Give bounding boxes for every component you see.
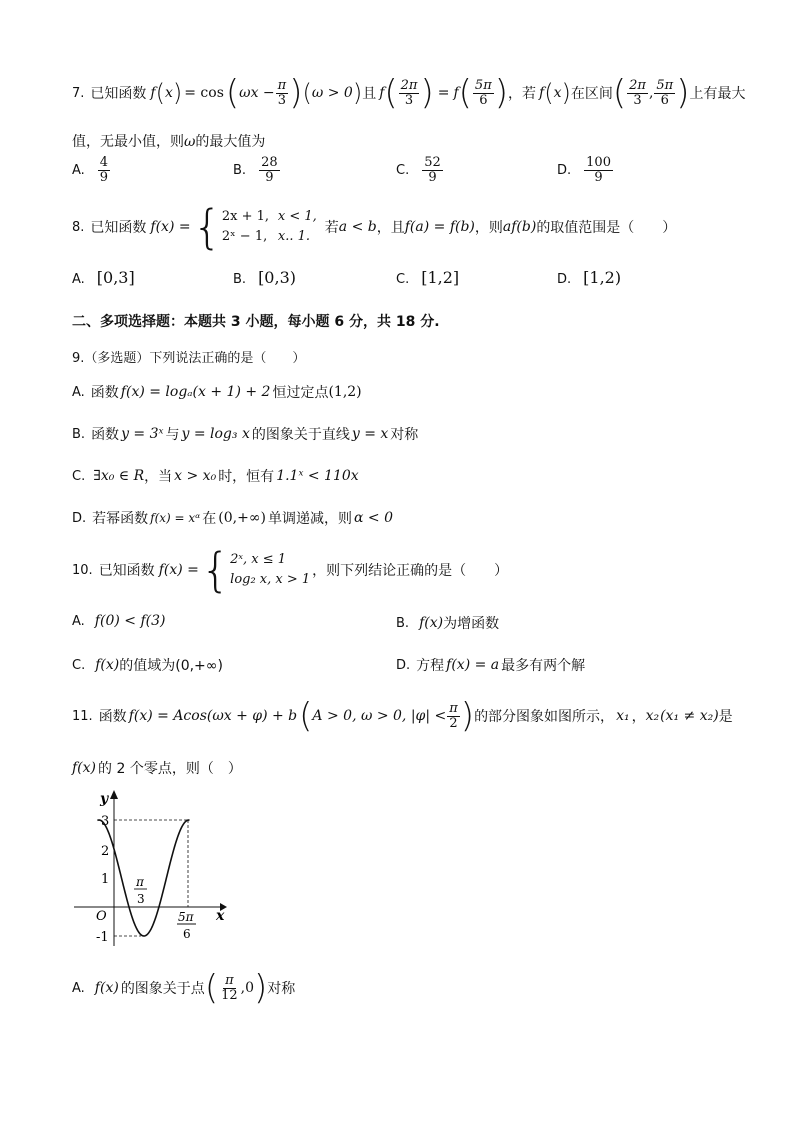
q7-f2: f: [379, 85, 385, 101]
y-tick-2: 2: [101, 844, 110, 859]
function-graph: [70, 786, 250, 956]
q7-end-text: 上有最大: [689, 86, 746, 102]
q7-option-d[interactable]: [557, 156, 614, 184]
q9-option-c[interactable]: [72, 466, 359, 486]
option-math: 1.1ˣ < 110x: [276, 468, 359, 484]
y-axis-arrow: [110, 790, 118, 799]
x-tick-5pi6-num: 5π: [178, 910, 194, 924]
q11-number: 11.: [72, 708, 93, 724]
option-label: C.: [72, 657, 86, 673]
q7-option-a[interactable]: [72, 156, 111, 184]
q9-option-a[interactable]: [72, 382, 362, 402]
option-text: 对称: [267, 981, 296, 997]
q8-f-of-x: f(x) =: [150, 219, 191, 235]
option-math: f(x): [95, 657, 120, 673]
option-math: y = log₃ x: [181, 426, 250, 442]
option-value: [0,3]: [96, 268, 135, 287]
option-text: 的值域为(0,+∞): [119, 658, 223, 674]
y-tick-1: 1: [101, 872, 110, 887]
option-text: 的图象关于点: [120, 981, 205, 997]
section-heading: 二、多项选择题：本题共 3 小题，每小题 6 分，共 18 分.: [72, 314, 440, 330]
x-tick-pi3-den: 3: [137, 892, 145, 906]
q10-option-b[interactable]: [396, 613, 499, 633]
option-text: 恒过定点: [272, 385, 329, 401]
q7-eq-cos: = cos: [184, 85, 224, 101]
option-label: A.: [72, 613, 85, 629]
q7-omega-x: ωx −: [239, 85, 275, 101]
q8-option-b[interactable]: [233, 268, 296, 287]
y-axis-label: y: [100, 791, 109, 807]
y-tick-neg1: -1: [96, 930, 109, 945]
q7-f: f: [150, 85, 156, 101]
q7-lead: 已知函数: [90, 86, 147, 102]
q11-line2-text: 的 2 个零点，则（ ）: [98, 761, 242, 777]
q7-if: ，若: [508, 86, 537, 102]
option-text: 函数: [91, 427, 120, 443]
q8-cond: a < b: [338, 219, 377, 235]
q8-lead: 已知函数: [90, 220, 147, 236]
option-label: D.: [557, 162, 572, 178]
origin-label: O: [96, 909, 107, 924]
option-fraction: $\frac{4}{9}$: [99, 155, 109, 185]
q10-piece1: 2ˣ, x ≤ 1: [230, 551, 287, 567]
q11-x2: x₂: [645, 708, 660, 724]
q11-x1: x₁: [616, 708, 630, 724]
option-label: B.: [396, 615, 410, 631]
q7-x2: x: [553, 85, 562, 101]
option-text: 在: [202, 511, 217, 527]
option-math: ∃x₀ ∈ R: [93, 468, 145, 484]
option-label: A.: [72, 162, 85, 178]
q8-option-a[interactable]: [72, 268, 135, 287]
q8-tail: 的取值范围是（ ）: [536, 220, 677, 236]
q7-interval-text: 在区间: [570, 86, 613, 102]
q7-option-c[interactable]: [396, 156, 444, 184]
q8-option-d[interactable]: [557, 268, 621, 287]
option-label: B.: [72, 426, 86, 442]
option-math: f(x) = a: [446, 657, 500, 673]
option-text: 为增函数: [443, 616, 500, 632]
option-point: (1,2): [328, 384, 362, 400]
q11-tail: 的部分图象如图所示，: [474, 709, 615, 725]
q11-line2: [72, 758, 242, 778]
q7-line1: 7. 已知函数 f ( x ) = cos ( ωx − $\frac{\pi}{3}$ ) ( ω > 0 ) 且 f ( $\frac{2\pi}{3}$ ) = f ( $\frac{5\pi}{6}$ ) ，若 f ( x ) 在区间 ( $\frac{2\pi}{3}$ , $\frac{5\pi}{6}$ ) 上有最大: [72, 73, 746, 113]
option-label: A.: [72, 384, 85, 400]
q8-piecewise: [222, 207, 317, 247]
q10-option-a[interactable]: [72, 613, 165, 629]
option-value: [1,2): [583, 268, 622, 287]
q8-piece1-cond: x < 1,: [277, 208, 317, 224]
q10-number: 10.: [72, 562, 93, 578]
x-tick-5pi6-den: 6: [183, 927, 191, 941]
q7-interval-comma: ,: [648, 85, 654, 101]
option-text: 对称: [390, 427, 419, 443]
q9-option-d[interactable]: [72, 508, 393, 528]
q7-x: x: [164, 85, 173, 101]
q7-omega: ω: [184, 134, 196, 150]
option-label: D.: [72, 510, 87, 526]
q7-5pi-over-6: $\frac{5\pi}{6}$: [474, 77, 492, 108]
q9-stem: 9.（多选题）下列说法正确的是（ ）: [72, 351, 306, 366]
option-text: 单调递减，则: [267, 511, 352, 527]
q11-x2-cond: (x₁ ≠ x₂): [660, 708, 719, 724]
q8-piece1-expr: 2x + 1,: [221, 208, 270, 224]
option-label: D.: [557, 272, 572, 287]
option-math: f(0) < f(3): [94, 613, 166, 629]
q11-cond: A > 0, ω > 0, |φ| <: [312, 708, 447, 724]
q11-line1: 11. 函数 f(x) = Acos(ωx + φ) + b ( A > 0, ω > 0, |φ| < $\frac{\pi}{2}$ ) 的部分图象如图所示， x₁ ， x₂ (x₁ ≠ x₂) 是: [72, 696, 733, 736]
q7-interval-left: $\frac{2\pi}{3}$: [629, 77, 646, 108]
q7-number: 7.: [72, 85, 85, 101]
q8-option-c[interactable]: [396, 268, 459, 287]
q8-eq: f(a) = f(b): [404, 219, 475, 235]
option-math: (0,+∞): [218, 510, 266, 526]
q7-pi-over-3: $\frac{\pi}{3}$: [277, 77, 287, 108]
q9-option-b[interactable]: [72, 424, 418, 444]
option-math: f(x) = xᵅ: [150, 511, 201, 525]
q10-f-of-x: f(x) =: [158, 562, 199, 578]
option-label: B.: [233, 162, 247, 178]
q7-omega-cond: ω > 0: [311, 85, 353, 101]
option-text: 若幂函数: [92, 511, 149, 527]
option-math: f(x) = logₐ(x + 1) + 2: [120, 384, 271, 400]
option-math: y = x: [351, 426, 389, 442]
option-math: x > x₀: [174, 468, 217, 484]
x-axis-label: x: [216, 908, 225, 924]
option-point-y: ,0: [240, 980, 254, 996]
q8-line: 8. 已知函数 f(x) = { 2x + 1, x < 1, 2ˣ − 1, x.. 1. 若 a < b ，且 f(a) = f(b) ，则 af(b) 的取值范围是（ ）: [72, 200, 677, 254]
q11-lead: 函数: [98, 709, 127, 725]
q10-lead: 已知函数: [98, 563, 155, 579]
x-tick-pi3-num: π: [136, 875, 144, 889]
y-tick-3: 3: [101, 814, 110, 829]
q8-expr: af(b): [502, 219, 537, 235]
q10-piece2: log₂ x, x > 1: [230, 572, 311, 587]
q7-f3: f: [453, 85, 459, 101]
option-text: 方程: [416, 658, 445, 674]
option-text: 最多有两个解: [501, 658, 586, 674]
q10-option-d[interactable]: [396, 655, 585, 675]
option-point-fraction: $\frac{\pi}{12}$: [221, 972, 238, 1003]
option-value: [0,3): [258, 268, 296, 287]
q7-option-b[interactable]: [233, 156, 281, 184]
option-text: 与: [165, 427, 180, 443]
q8-and: ，且: [376, 220, 405, 236]
q8-piece2-expr: 2ˣ − 1,: [221, 229, 268, 244]
option-label: A.: [72, 980, 85, 996]
option-fraction: $\frac{100}{9}$: [586, 155, 611, 185]
q11-pi-over-2: $\frac{\pi}{2}$: [449, 700, 458, 731]
option-math: f(x): [419, 615, 444, 631]
q10-piecewise: [230, 550, 310, 590]
q7-interval-right: $\frac{5\pi}{6}$: [656, 77, 674, 108]
q7-line2: [72, 131, 265, 151]
q11-option-a[interactable]: A. f(x) 的图象关于点 ( $\frac{\pi}{12}$ ,0 ) 对称: [72, 968, 296, 1008]
option-fraction: $\frac{52}{9}$: [424, 155, 441, 185]
q7-f4: f: [539, 85, 545, 101]
q8-if: 若: [324, 220, 339, 236]
option-label: C.: [72, 468, 86, 484]
option-text: 时，恒有: [218, 469, 275, 485]
option-label: D.: [396, 657, 411, 673]
option-label: B.: [233, 272, 247, 287]
q8-then: ，则: [474, 220, 503, 236]
q7-line2-text: 值，无最小值，则: [72, 134, 184, 150]
option-label: A.: [72, 272, 85, 287]
option-label: C.: [396, 272, 410, 287]
q7-and: 且: [362, 86, 377, 102]
q11-is: 是: [718, 709, 733, 725]
option-text: ，当: [144, 469, 173, 485]
q11-math: f(x) = Acos(ωx + φ) + b: [128, 708, 298, 724]
q7-line2-end: 的最大值为: [195, 134, 266, 150]
q8-number: 8.: [72, 219, 85, 235]
option-math: f(x): [94, 980, 119, 996]
option-text: 的图象关于直线: [251, 427, 350, 443]
q10-line: 10. 已知函数 f(x) = { 2ˣ, x ≤ 1 log₂ x, x > 1 ，则下列结论正确的是（ ）: [72, 543, 509, 597]
option-label: C.: [396, 162, 410, 178]
q10-option-c[interactable]: [72, 655, 223, 675]
option-text: 函数: [90, 385, 119, 401]
q7-2pi-over-3: $\frac{2\pi}{3}$: [400, 77, 418, 108]
q11-line2-math: f(x): [72, 760, 97, 776]
option-math: α < 0: [353, 510, 393, 526]
option-math: y = 3ˣ: [121, 426, 164, 442]
option-fraction: $\frac{28}{9}$: [261, 155, 278, 185]
q10-tail: ，则下列结论正确的是（ ）: [312, 563, 509, 579]
q8-piece2-cond: x.. 1.: [277, 229, 311, 244]
option-value: [1,2]: [421, 268, 460, 287]
